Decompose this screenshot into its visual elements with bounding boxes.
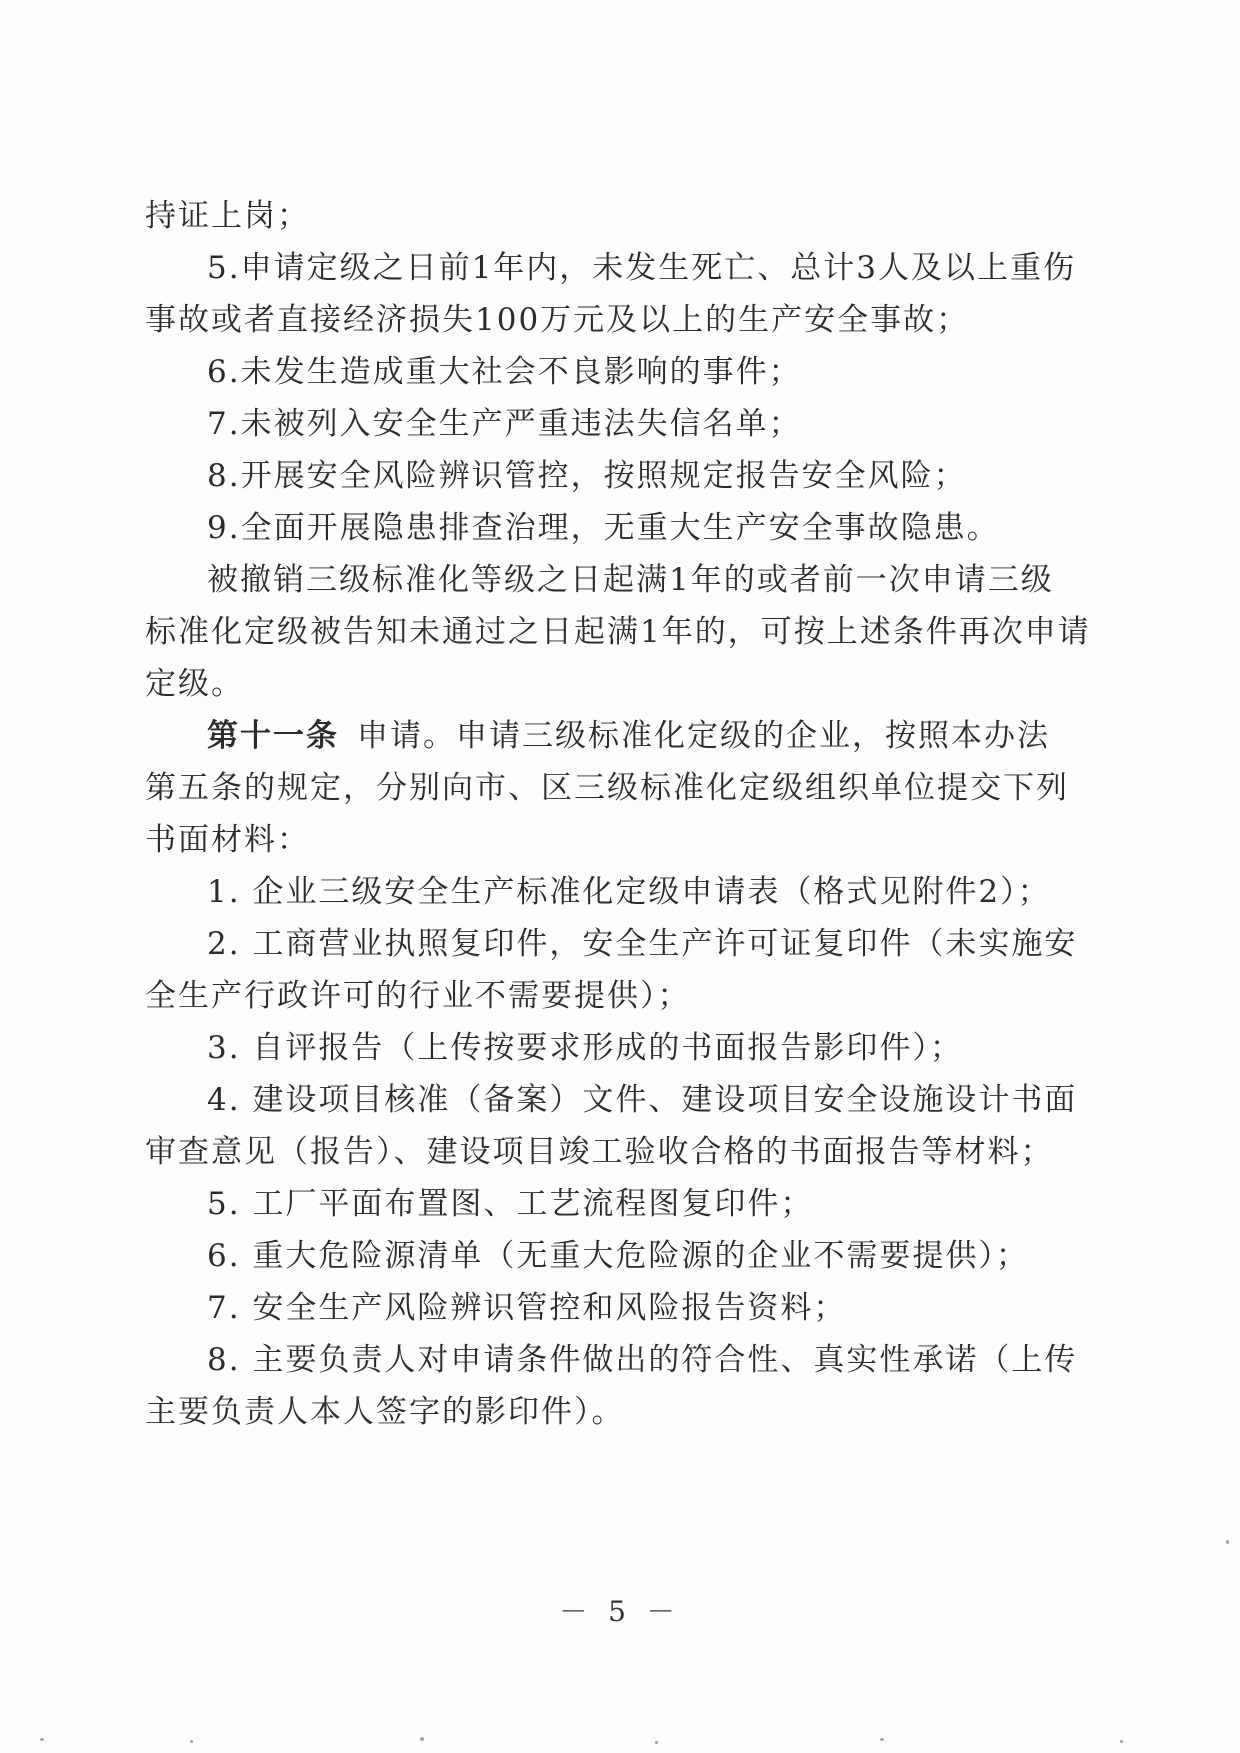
text-line: 7.未被列入安全生产严重违法失信名单； <box>207 406 802 442</box>
text-line: 第五条的规定，分别向市、区三级标准化定级组织单位提交下列 <box>145 770 1069 806</box>
text-line: 标准化定级被告知未通过之日起满1年的，可按上述条件再次申请 <box>145 614 1091 650</box>
text-line: 6.未发生造成重大社会不良影响的事件； <box>207 354 802 390</box>
text-line: 5.申请定级之日前1年内，未发生死亡、总计3人及以上重伤 <box>207 250 1077 286</box>
text-line: 定级。 <box>145 666 244 702</box>
scan-speck <box>190 1740 193 1743</box>
scan-speck <box>880 1738 884 1741</box>
article-heading: 第十一条 <box>207 718 339 754</box>
text-line: 主要负责人本人签字的影印件）。 <box>145 1394 625 1430</box>
text-line: 8.开展安全风险辨识管控，按照规定报告安全风险； <box>207 458 967 494</box>
article-line <box>207 716 1050 756</box>
text-line: 审查意见（报告）、建设项目竣工验收合格的书面报告等材料； <box>145 1134 1054 1170</box>
text-line: 5. 工厂平面布置图、工艺流程图复印件； <box>207 1186 814 1222</box>
text-line: 9.全面开展隐患排查治理，无重大生产安全事故隐患。 <box>207 510 1000 546</box>
text-line: 6. 重大危险源清单（无重大危险源的企业不需要提供）； <box>207 1238 1029 1274</box>
text-line: 书面材料： <box>145 822 310 858</box>
text-line: 3. 自评报告（上传按要求形成的书面报告影印件）； <box>207 1030 963 1066</box>
text-line: 被撤销三级标准化等级之日起满1年的或者前一次申请三级 <box>207 562 1054 598</box>
text-line: 8. 主要负责人对申请条件做出的符合性、真实性承诺（上传 <box>207 1342 1078 1378</box>
article-text: 申请。申请三级标准化定级的企业，按照本办法 <box>357 718 1050 754</box>
text-line: 事故或者直接经济损失100万元及以上的生产安全事故； <box>145 302 970 338</box>
scan-speck <box>655 1741 658 1744</box>
text-line: 全生产行政许可的行业不需要提供）； <box>145 978 691 1014</box>
text-line: 7. 安全生产风险辨识管控和风险报告资料； <box>207 1290 847 1326</box>
page-number: － 5 － <box>559 1595 681 1628</box>
text-line: 持证上岗； <box>145 198 310 234</box>
text-line: 4. 建设项目核准（备案）文件、建设项目安全设施设计书面 <box>207 1082 1078 1118</box>
scan-speck <box>40 1738 44 1741</box>
text-line: 2. 工商营业执照复印件，安全生产许可证复印件（未实施安 <box>207 926 1078 962</box>
text-line: 1. 企业三级安全生产标准化定级申请表（格式见附件2）； <box>207 874 1051 910</box>
scan-speck <box>1120 1740 1123 1743</box>
scan-speck <box>1226 1540 1229 1544</box>
scan-speck <box>420 1737 424 1741</box>
